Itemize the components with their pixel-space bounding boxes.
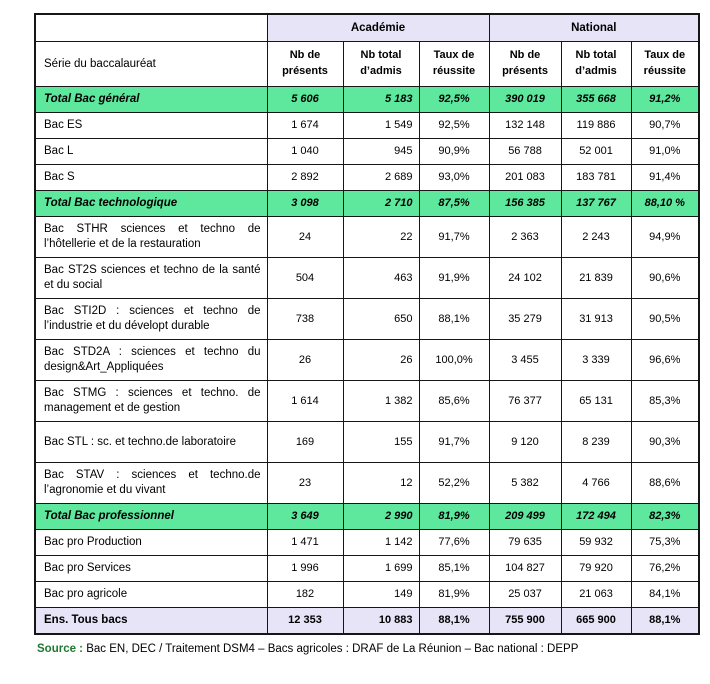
table-row: [35, 113, 699, 139]
row-label: Bac STL : sc. et techno.de laboratoire: [35, 422, 267, 463]
value-cell: 1 549: [343, 113, 419, 139]
value-cell: 2 710: [343, 191, 419, 217]
table-row: [35, 530, 699, 556]
value-cell: 85,6%: [419, 381, 489, 422]
row-label: Total Bac professionnel: [35, 504, 267, 530]
row-label: Bac L: [35, 139, 267, 165]
table-row: [35, 217, 699, 258]
value-cell: 2 990: [343, 504, 419, 530]
value-cell: 1 996: [267, 556, 343, 582]
row-label: Total Bac général: [35, 87, 267, 113]
value-cell: 463: [343, 258, 419, 299]
value-cell: 3 098: [267, 191, 343, 217]
value-cell: 91,4%: [631, 165, 699, 191]
value-cell: 8 239: [561, 422, 631, 463]
row-label: Bac STD2A : sciences et techno du design&Art_Appliquées: [35, 340, 267, 381]
value-cell: 132 148: [489, 113, 561, 139]
row-label: Bac pro agricole: [35, 582, 267, 608]
value-cell: 90,7%: [631, 113, 699, 139]
value-cell: 85,3%: [631, 381, 699, 422]
row-label: Bac ST2S sciences et techno de la santé et du social: [35, 258, 267, 299]
source-text: Bac EN, DEC / Traitement DSM4 – Bacs agricoles : DRAF de La Réunion – Bac national : DEPP: [83, 642, 579, 655]
table-row: [35, 504, 699, 530]
value-cell: 21 063: [561, 582, 631, 608]
value-cell: 84,1%: [631, 582, 699, 608]
value-cell: 504: [267, 258, 343, 299]
value-cell: 4 766: [561, 463, 631, 504]
value-cell: 91,9%: [419, 258, 489, 299]
value-cell: 96,6%: [631, 340, 699, 381]
source-label: Source :: [37, 642, 84, 655]
value-cell: 92,5%: [419, 87, 489, 113]
group-header-academie: Académie: [267, 14, 489, 42]
value-cell: 1 674: [267, 113, 343, 139]
value-cell: 100,0%: [419, 340, 489, 381]
row-label: Bac STHR sciences et techno de l’hôtellerie et de la restauration: [35, 217, 267, 258]
value-cell: 21 839: [561, 258, 631, 299]
row-label: Ens. Tous bacs: [35, 608, 267, 634]
corner-cell: [35, 14, 267, 42]
value-cell: 137 767: [561, 191, 631, 217]
value-cell: 183 781: [561, 165, 631, 191]
value-cell: 90,3%: [631, 422, 699, 463]
value-cell: 2 243: [561, 217, 631, 258]
table-row: [35, 556, 699, 582]
value-cell: 56 788: [489, 139, 561, 165]
value-cell: 52,2%: [419, 463, 489, 504]
value-cell: 82,3%: [631, 504, 699, 530]
value-cell: 35 279: [489, 299, 561, 340]
row-label: Bac pro Production: [35, 530, 267, 556]
value-cell: 25 037: [489, 582, 561, 608]
value-cell: 1 382: [343, 381, 419, 422]
value-cell: 2 689: [343, 165, 419, 191]
value-cell: 355 668: [561, 87, 631, 113]
value-cell: 22: [343, 217, 419, 258]
value-cell: 209 499: [489, 504, 561, 530]
row-label: Bac S: [35, 165, 267, 191]
value-cell: 169: [267, 422, 343, 463]
table-row: [35, 139, 699, 165]
value-cell: 12: [343, 463, 419, 504]
value-cell: 2 363: [489, 217, 561, 258]
value-cell: 87,5%: [419, 191, 489, 217]
value-cell: 650: [343, 299, 419, 340]
value-cell: 91,2%: [631, 87, 699, 113]
table-row: [35, 165, 699, 191]
column-header-row: [35, 42, 699, 87]
table-row: [35, 422, 699, 463]
table-row: [35, 87, 699, 113]
value-cell: 88,10 %: [631, 191, 699, 217]
series-column-header: Série du baccalauréat: [35, 42, 267, 87]
value-cell: 182: [267, 582, 343, 608]
value-cell: 26: [343, 340, 419, 381]
value-cell: 79 920: [561, 556, 631, 582]
value-cell: 1 040: [267, 139, 343, 165]
value-cell: 76 377: [489, 381, 561, 422]
value-cell: 76,2%: [631, 556, 699, 582]
value-cell: 52 001: [561, 139, 631, 165]
value-cell: 92,5%: [419, 113, 489, 139]
value-cell: 90,5%: [631, 299, 699, 340]
value-cell: 24 102: [489, 258, 561, 299]
value-cell: 91,7%: [419, 217, 489, 258]
value-cell: 79 635: [489, 530, 561, 556]
value-cell: 3 339: [561, 340, 631, 381]
table-row: [35, 258, 699, 299]
value-cell: 65 131: [561, 381, 631, 422]
value-cell: 5 183: [343, 87, 419, 113]
value-cell: 81,9%: [419, 504, 489, 530]
row-label: Bac STI2D : sciences et techno de l’industrie et du dévelopt durable: [35, 299, 267, 340]
value-cell: 85,1%: [419, 556, 489, 582]
value-cell: 91,7%: [419, 422, 489, 463]
value-cell: 1 614: [267, 381, 343, 422]
value-cell: 88,1%: [419, 608, 489, 634]
value-cell: 90,9%: [419, 139, 489, 165]
value-cell: 9 120: [489, 422, 561, 463]
table-row: [35, 463, 699, 504]
bac-results-table: [34, 13, 700, 635]
table-row: [35, 582, 699, 608]
row-label: Bac pro Services: [35, 556, 267, 582]
row-label: Bac STAV : sciences et techno.de l’agronomie et du vivant: [35, 463, 267, 504]
group-header-national: National: [489, 14, 699, 42]
value-cell: 31 913: [561, 299, 631, 340]
col-header-taux-national: Taux de réussite: [631, 42, 699, 87]
col-header-nb-presents-academie: Nb de présents: [267, 42, 343, 87]
value-cell: 59 932: [561, 530, 631, 556]
row-label: Bac STMG : sciences et techno. de management et de gestion: [35, 381, 267, 422]
value-cell: 12 353: [267, 608, 343, 634]
value-cell: 10 883: [343, 608, 419, 634]
table-row: [35, 340, 699, 381]
value-cell: 1 471: [267, 530, 343, 556]
value-cell: 149: [343, 582, 419, 608]
value-cell: 5 606: [267, 87, 343, 113]
value-cell: 1 699: [343, 556, 419, 582]
value-cell: 104 827: [489, 556, 561, 582]
col-header-nb-admis-national: Nb total d’admis: [561, 42, 631, 87]
value-cell: 90,6%: [631, 258, 699, 299]
value-cell: 88,6%: [631, 463, 699, 504]
value-cell: 738: [267, 299, 343, 340]
table-row: [35, 299, 699, 340]
value-cell: 665 900: [561, 608, 631, 634]
table-row: [35, 381, 699, 422]
value-cell: 24: [267, 217, 343, 258]
value-cell: 75,3%: [631, 530, 699, 556]
value-cell: 91,0%: [631, 139, 699, 165]
value-cell: 23: [267, 463, 343, 504]
value-cell: 26: [267, 340, 343, 381]
group-header-row: [35, 14, 699, 42]
value-cell: 88,1%: [631, 608, 699, 634]
value-cell: 3 649: [267, 504, 343, 530]
col-header-nb-presents-national: Nb de présents: [489, 42, 561, 87]
value-cell: 77,6%: [419, 530, 489, 556]
source-note: [37, 643, 710, 655]
value-cell: 3 455: [489, 340, 561, 381]
value-cell: 201 083: [489, 165, 561, 191]
value-cell: 172 494: [561, 504, 631, 530]
value-cell: 156 385: [489, 191, 561, 217]
value-cell: 94,9%: [631, 217, 699, 258]
row-label: Total Bac technologique: [35, 191, 267, 217]
value-cell: 81,9%: [419, 582, 489, 608]
row-label: Bac ES: [35, 113, 267, 139]
value-cell: 93,0%: [419, 165, 489, 191]
value-cell: 119 886: [561, 113, 631, 139]
value-cell: 2 892: [267, 165, 343, 191]
col-header-nb-admis-academie: Nb total d’admis: [343, 42, 419, 87]
value-cell: 945: [343, 139, 419, 165]
value-cell: 5 382: [489, 463, 561, 504]
value-cell: 1 142: [343, 530, 419, 556]
value-cell: 755 900: [489, 608, 561, 634]
value-cell: 390 019: [489, 87, 561, 113]
value-cell: 88,1%: [419, 299, 489, 340]
col-header-taux-academie: Taux de réussite: [419, 42, 489, 87]
table-row: [35, 608, 699, 634]
value-cell: 155: [343, 422, 419, 463]
table-row: [35, 191, 699, 217]
